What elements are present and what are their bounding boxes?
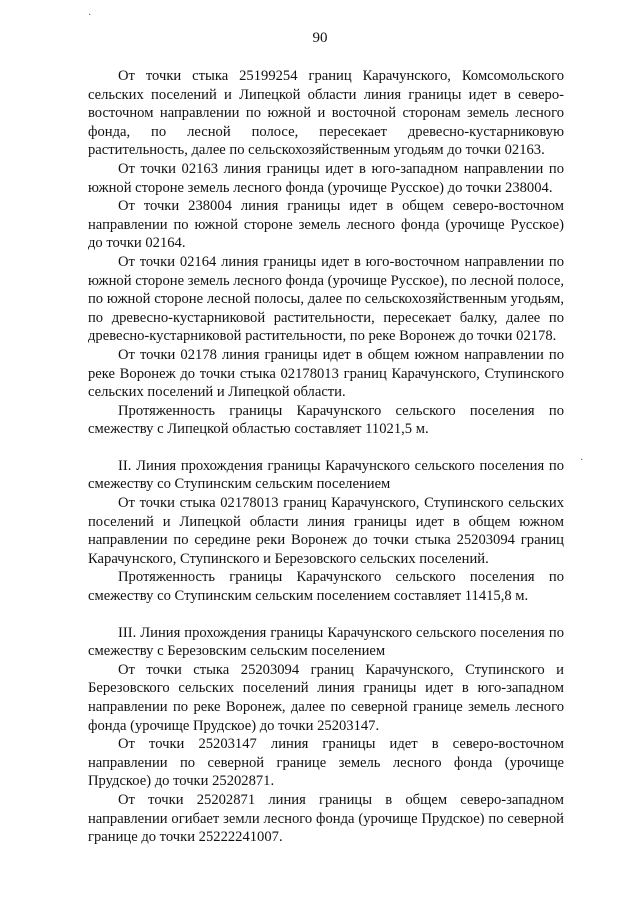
page-number: 90	[312, 30, 328, 46]
paragraph: От точки 238004 линия границы идет в общем северо-восточном направлении по южной стороне земель лесного фонда (урочище Русское) до точки 02164.	[88, 198, 564, 252]
paragraph: От точки стыка 02178013 границ Карачунского, Ступинского сельских поселений и Липецкой области линия границы идет в общем южном направлении по середине реки Воронеж до точки стыка 25203094 границ Карачунского, Ступинского и Березовского сельских поселений.	[88, 495, 564, 567]
scan-speck: ·	[580, 455, 584, 466]
section-spacer	[88, 606, 564, 624]
paragraph: От точки 02164 линия границы идет в юго-восточном направлении по южной стороне земель лесного фонда (урочище Русское), по лесной полосе, по южной стороне лесной полосы, далее по сельскохозяйственным угодьям, по древесно-кустарниковой растительности, пересекает балку, далее по древесно-кустарниковой растительности, по реке Воронеж до точки 02178.	[88, 253, 564, 345]
paragraph: От точки стыка 25203094 границ Карачунского, Ступинского и Березовского сельских поселений линия границы идет в юго-западном направлении по реке Воронеж, далее по северной границе земель лесного фонда (урочище Прудское) до точки 25203147.	[88, 661, 564, 734]
section-heading-2: II. Линия прохождения границы Карачунского сельского поселения по смежеству со Ступинским сельским поселением	[88, 457, 564, 493]
paragraph: От точки 02178 линия границы идет в общем южном направлении по реке Воронеж до точки стыка 02178013 границ Карачунского, Ступинского сельских поселений и Липецкой области.	[88, 346, 564, 401]
paragraph: Протяженность границы Карачунского сельского поселения по смежеству со Ступинским сельским поселением составляет 11415,8 м.	[88, 569, 564, 605]
paragraph: От точки 25203147 линия границы идет в северо-восточном направлении по северной границе земель лесного фонда (урочище Прудское) до точки 25202871.	[88, 736, 564, 790]
document-body	[88, 67, 564, 847]
paragraph: Протяженность границы Карачунского сельского поселения по смежеству с Липецкой областью составляет 11021,5 м.	[88, 402, 564, 438]
scan-speck: ·	[88, 10, 92, 21]
paragraph: От точки 02163 линия границы идет в юго-западном направлении по южной стороне земель лесного фонда (урочище Русское) до точки 238004.	[88, 160, 564, 196]
section-spacer	[88, 439, 564, 457]
section-heading-3: III. Линия прохождения границы Карачунского сельского поселения по смежеству с Березовским сельским поселением	[88, 624, 564, 660]
paragraph: От точки 25202871 линия границы в общем северо-западном направлении огибает земли лесного фонда (урочище Прудское) по северной границе до точки 25222241007.	[88, 791, 564, 846]
paragraph: От точки стыка 25199254 границ Карачунского, Комсомольского сельских поселений и Липецкой области линия границы идет в северо-восточном направлении по южной и восточной сторонам земель лесного фонда, по лесной полосе, пересекает древесно-кустарниковую растительность, далее по сельскохозяйственным угодьям до точки 02163.	[88, 68, 564, 159]
